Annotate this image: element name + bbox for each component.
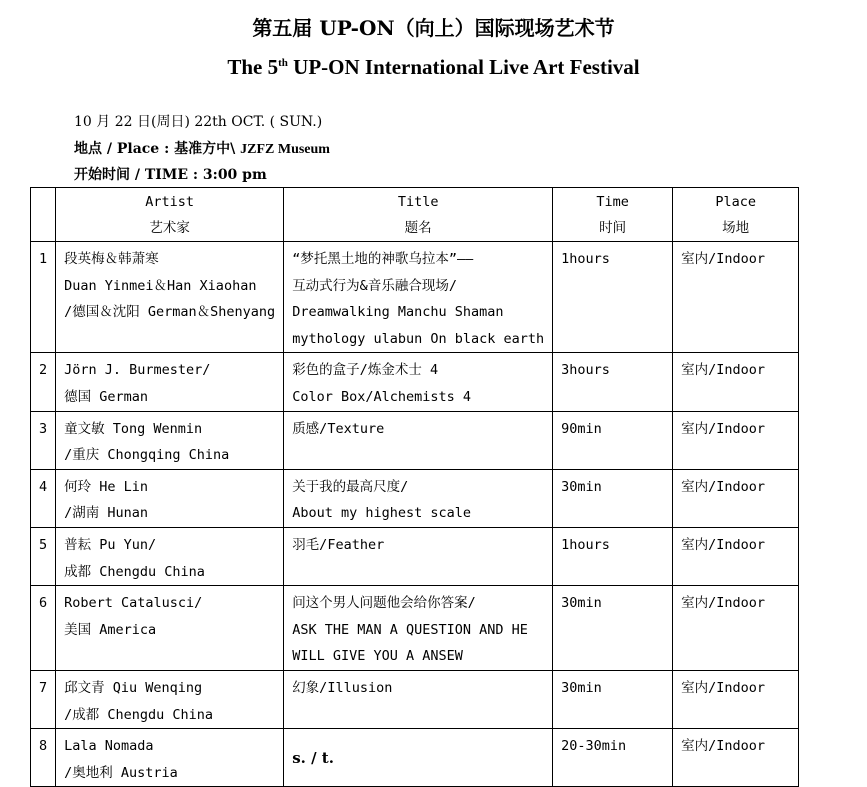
artist-line: 美国 America bbox=[64, 621, 157, 638]
artist-line: 德国 German bbox=[64, 388, 149, 405]
title-line: “梦托黑土地的神歌乌拉本”—— bbox=[292, 251, 474, 267]
header-artist-cn: 艺术家 bbox=[149, 220, 190, 236]
festival-title-en bbox=[0, 55, 867, 80]
artist-line: 邱文青 Qiu Wenqing bbox=[64, 679, 203, 696]
table-row bbox=[31, 411, 799, 469]
row-title bbox=[284, 353, 553, 411]
event-place-museum: JZFZ Museum bbox=[240, 142, 330, 157]
header-title-cn: 题名 bbox=[404, 220, 432, 236]
row-title bbox=[284, 242, 553, 353]
header-title-en: Title bbox=[397, 194, 439, 210]
row-title bbox=[284, 411, 553, 469]
row-number: 5 bbox=[31, 527, 56, 585]
title-line: Dreamwalking Manchu Shaman bbox=[292, 304, 504, 321]
artist-line: 成都 Chengdu China bbox=[64, 563, 205, 580]
header-artist bbox=[56, 188, 284, 242]
row-place: 室内/Indoor bbox=[673, 469, 799, 527]
table-row bbox=[31, 729, 799, 787]
row-duration: 90min bbox=[553, 411, 673, 469]
row-place: 室内/Indoor bbox=[673, 670, 799, 728]
title-line: 问这个男人问题他会给你答案/ bbox=[292, 595, 476, 612]
title-line: ASK THE MAN A QUESTION AND HE bbox=[292, 621, 528, 638]
event-date: 10 月 22 日(周日) 22th OCT. ( SUN.) bbox=[74, 114, 323, 130]
artist-line: Duan Yinmei＆Han Xiaohan bbox=[64, 277, 257, 294]
row-artist bbox=[56, 242, 284, 353]
row-artist bbox=[56, 469, 284, 527]
row-number: 7 bbox=[31, 670, 56, 728]
row-artist bbox=[56, 411, 284, 469]
title-en-superscript: th bbox=[278, 57, 288, 69]
row-artist bbox=[56, 353, 284, 411]
title-line: About my highest scale bbox=[292, 505, 471, 522]
title-line: WILL GIVE YOU A ANSEW bbox=[292, 648, 463, 665]
artist-line: 童文敏 Tong Wenmin bbox=[64, 420, 203, 437]
table-row bbox=[31, 670, 799, 728]
row-artist bbox=[56, 527, 284, 585]
row-number: 4 bbox=[31, 469, 56, 527]
artist-line: Jörn J. Burmester/ bbox=[64, 362, 211, 379]
table-row bbox=[31, 527, 799, 585]
row-duration: 30min bbox=[553, 469, 673, 527]
row-duration: 30min bbox=[553, 586, 673, 671]
artist-line: 普耘 Pu Yun/ bbox=[64, 536, 157, 553]
artist-line: Lala Nomada bbox=[64, 738, 154, 755]
row-title bbox=[284, 729, 553, 787]
row-duration: 3hours bbox=[553, 353, 673, 411]
title-line: Color Box/Alchemists 4 bbox=[292, 388, 471, 405]
table-header-row bbox=[31, 188, 799, 242]
row-place: 室内/Indoor bbox=[673, 729, 799, 787]
row-number: 2 bbox=[31, 353, 56, 411]
row-title bbox=[284, 670, 553, 728]
row-title bbox=[284, 469, 553, 527]
row-artist bbox=[56, 586, 284, 671]
row-duration: 30min bbox=[553, 670, 673, 728]
artist-line: /重庆 Chongqing China bbox=[64, 447, 230, 464]
title-line: 彩色的盒子/炼金术士 4 bbox=[292, 362, 439, 379]
artist-line: 何玲 He Lin bbox=[64, 478, 149, 495]
header-number bbox=[31, 188, 56, 242]
header-artist-en: Artist bbox=[145, 194, 195, 210]
title-line: s. / t. bbox=[292, 749, 334, 768]
table-row bbox=[31, 469, 799, 527]
row-place: 室内/Indoor bbox=[673, 586, 799, 671]
header-place-cn: 场地 bbox=[722, 220, 750, 236]
title-line: 羽毛/Feather bbox=[292, 536, 385, 553]
header-time-en: Time bbox=[596, 194, 629, 210]
title-line: 质感/Texture bbox=[292, 420, 385, 437]
header-time-cn: 时间 bbox=[599, 220, 627, 236]
row-duration: 1hours bbox=[553, 527, 673, 585]
row-title bbox=[284, 527, 553, 585]
header-time bbox=[553, 188, 673, 242]
artist-line: /奥地利 Austria bbox=[64, 764, 178, 781]
artist-line: Robert Catalusci/ bbox=[64, 595, 203, 612]
row-duration: 20-30min bbox=[553, 729, 673, 787]
artist-line: /德国＆沈阳 German＆Shenyang bbox=[64, 304, 276, 321]
header-place-en: Place bbox=[715, 194, 756, 210]
title-en-suffix: UP-ON International Live Art Festival bbox=[287, 55, 640, 79]
artist-line: 段英梅＆韩萧寒 bbox=[64, 251, 159, 267]
schedule-body bbox=[31, 242, 799, 787]
event-place bbox=[74, 138, 330, 158]
event-place-label: 地点 / Place : 基准方中\ bbox=[74, 141, 241, 157]
row-title bbox=[284, 586, 553, 671]
row-number: 3 bbox=[31, 411, 56, 469]
event-start-time: 开始时间 / TIME : 3:00 pm bbox=[74, 167, 267, 183]
row-place: 室内/Indoor bbox=[673, 242, 799, 353]
table-row bbox=[31, 353, 799, 411]
row-artist bbox=[56, 670, 284, 728]
row-place: 室内/Indoor bbox=[673, 353, 799, 411]
row-number: 6 bbox=[31, 586, 56, 671]
row-place: 室内/Indoor bbox=[673, 411, 799, 469]
header-title bbox=[284, 188, 553, 242]
title-en-prefix: The 5 bbox=[227, 55, 279, 79]
title-line: 幻象/Illusion bbox=[292, 679, 393, 696]
table-row bbox=[31, 242, 799, 353]
title-line: 关于我的最高尺度/ bbox=[292, 478, 409, 495]
title-line: mythology ulabun On black earth bbox=[292, 330, 545, 347]
artist-line: /成都 Chengdu China bbox=[64, 706, 214, 723]
row-place: 室内/Indoor bbox=[673, 527, 799, 585]
row-duration: 1hours bbox=[553, 242, 673, 353]
festival-title-cn: 第五届 UP-ON（向上）国际现场艺术节 bbox=[252, 16, 615, 40]
row-artist bbox=[56, 729, 284, 787]
artist-line: /湖南 Hunan bbox=[64, 505, 149, 522]
title-line: 互动式行为&音乐融合现场/ bbox=[292, 277, 457, 294]
row-number: 1 bbox=[31, 242, 56, 353]
performance-schedule-table bbox=[30, 187, 799, 787]
row-number: 8 bbox=[31, 729, 56, 787]
table-row bbox=[31, 586, 799, 671]
header-place bbox=[673, 188, 799, 242]
